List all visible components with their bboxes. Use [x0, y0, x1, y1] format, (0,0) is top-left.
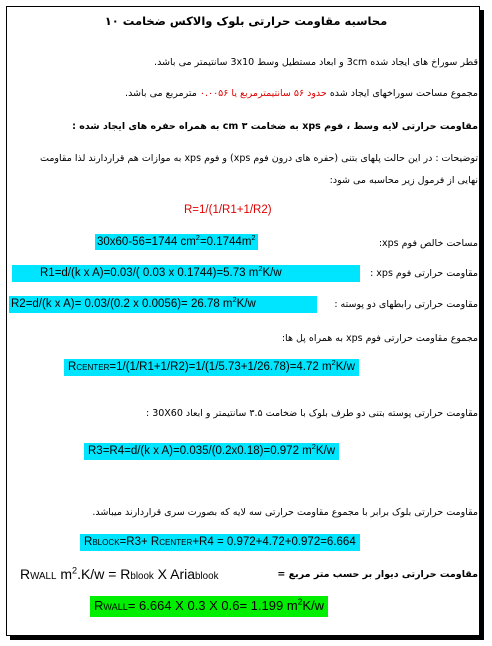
- rcenter-sub: CENTER: [76, 363, 110, 372]
- wall-formula-sub3: blook: [195, 571, 219, 582]
- rcenter-value: [64, 359, 359, 376]
- explanation-line-1: توضیحات : در این حالت پلهای بتنی (حفره های درون فوم xps) و فوم xps به موازات هم قراردارند لذا مقاومت: [40, 153, 478, 164]
- parallel-formula: R=1/(1/R1+1/R2): [184, 204, 272, 216]
- explanation-line-2: نهایی از فرمول زیر محاسبه می شود:: [329, 175, 478, 186]
- sup: 2: [251, 233, 256, 243]
- shell-label: مقاومت حرارتی پوسته بتنی دو طرف بلوک با ضخامت ۳.۵ سانتیمتر و ابعاد 30X60 :: [145, 408, 478, 419]
- sup: 2: [311, 442, 316, 452]
- rblock-sub2: CENTER: [159, 538, 193, 547]
- sup: 2: [195, 233, 200, 243]
- r3-value-post: K/w: [315, 445, 336, 457]
- wall-formula-mid: m: [56, 566, 73, 582]
- foam-area-value-pre: 30x60-56=1744 cm: [97, 236, 196, 248]
- rcenter-r: R: [68, 361, 77, 373]
- r1-value-post: K/w: [262, 267, 282, 279]
- sum-label: مجموع مقاومت حرارتی فوم xps به همراه پل ها:: [281, 333, 478, 344]
- hole-area-text: [125, 87, 478, 100]
- wall-formula-r: R: [20, 566, 31, 582]
- foam-area-value: [95, 234, 258, 250]
- sup: 2: [297, 596, 303, 607]
- r3-value-pre: R3=R4=d/(k x A)=0.035/(0.2x0.18)=0.972 m: [88, 445, 312, 457]
- frame-shadow-right: [480, 10, 484, 640]
- r2-value-pre: R2=d/(k x A)= 0.03/(0.2 x 0.0056)= 26.78 m: [11, 298, 233, 310]
- r3-value: [84, 443, 339, 460]
- final-sub: WALL: [103, 602, 128, 612]
- r2-label: مقاومت حرارتی رابطهای دو پوسته :: [334, 299, 478, 310]
- wall-formula-sub: WALL: [30, 571, 57, 582]
- rblock-r: R: [84, 536, 93, 548]
- wall-formula: [20, 565, 218, 586]
- wall-formula-mid3: X Aria: [153, 566, 196, 582]
- hole-area-red: حدود ۵۶ سانتیمترمربع یا ۰.۰۰۵۶: [199, 88, 327, 99]
- sup: 2: [331, 358, 336, 368]
- page-title: محاسبه مقاومت حرارتی بلوک والاکس ضخامت ۱۰: [104, 14, 388, 28]
- hole-area-part2: مترمربع می باشد.: [125, 88, 197, 99]
- wall-formula-mid2: .K/w = R: [77, 566, 131, 582]
- middle-layer-heading: مقاومت حرارتی لایه وسط ، فوم xps به ضخامت ۳ cm به همراه حفره های ایجاد شده :: [72, 121, 478, 132]
- sup: 2: [232, 295, 237, 305]
- hole-dimensions-text: قطر سوراخ های ایجاد شده 3cm و ابعاد مستطیل وسط 3x10 سانتیمتر می باشد.: [154, 57, 478, 68]
- r2-value-post: K/w: [236, 298, 256, 310]
- r1-value-pre: R1=d/(k x A)=0.03/( 0.03 x 0.1744)=5.73 m: [40, 267, 259, 279]
- hole-area-part1: مجموع مساحت سوراخهای ایجاد شده: [329, 88, 478, 99]
- r2-value: [9, 296, 317, 313]
- final-r: R: [94, 598, 104, 613]
- final-post: K/w: [302, 598, 325, 613]
- rblock-value: [80, 534, 360, 551]
- sup: 2: [72, 565, 78, 576]
- rcenter-rest: =1/(1/R1+1/R2)=1/(1/5.73+1/26.78)=4.72 m: [109, 361, 332, 373]
- r1-label: مقاومت حرارتی فوم xps :: [370, 268, 478, 279]
- rblock-mid: =R3+ R: [119, 536, 160, 548]
- sup: 2: [258, 264, 263, 274]
- rblock-sub: BLOCK: [92, 538, 120, 547]
- wall-formula-sub2: blook: [130, 571, 154, 582]
- wall-heading: مقاومت حرارتی دیوار بر حسب متر مربع =: [277, 569, 478, 580]
- foam-area-value-mid: =0.1744m: [199, 236, 252, 248]
- final-rest: = 6.664 X 0.3 X 0.6= 1.199 m: [127, 598, 298, 613]
- final-wall-value: [90, 596, 328, 617]
- frame-shadow-bottom: [10, 636, 484, 640]
- rblock-rest: +R4 = 0.972+4.72+0.972=6.664: [192, 536, 356, 548]
- rcenter-post: K/w: [335, 361, 355, 373]
- foam-area-label: مساحت خالص فوم xps:: [378, 238, 478, 249]
- r1-value: [12, 265, 360, 282]
- block-text: مقاومت حرارتی بلوک برابر با مجموع مقاومت حرارتی سه لایه که بصورت سری قراردارند میباشد.: [92, 507, 478, 518]
